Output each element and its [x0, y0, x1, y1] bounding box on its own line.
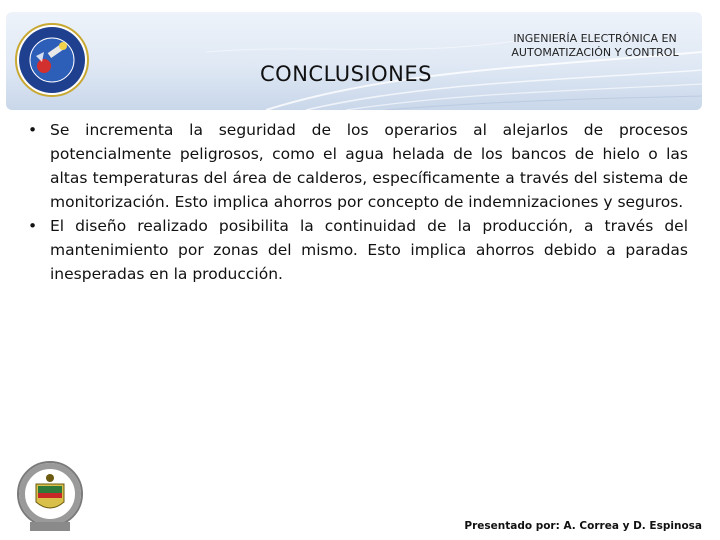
program-line-2: AUTOMATIZACIÓN Y CONTROL — [511, 46, 679, 59]
presenter-credit: Presentado por: A. Correa y D. Espinosa — [464, 520, 702, 532]
conclusions-list — [28, 118, 688, 286]
list-item — [28, 214, 688, 286]
bullet-marker: • — [28, 217, 38, 235]
bullet-marker: • — [28, 121, 38, 139]
list-item-text: Se incrementa la seguridad de los operarios al alejarlos de procesos potencialmente peligrosos, como el agua helada de los bancos de hielo o las altas temperaturas del área de calderos, específicamente a través del sistema de monitorización. Esto implica ahorros por concepto de indemnizaciones y seguros. — [50, 121, 688, 211]
department-seal-icon — [14, 22, 90, 98]
header-banner — [6, 12, 702, 110]
list-item — [28, 118, 688, 214]
list-item-text: El diseño realizado posibilita la continuidad de la producción, a través del mantenimiento por zonas del mismo. Esto implica ahorros debido a paradas inesperadas en la producción. — [50, 217, 688, 283]
page-title: CONCLUSIONES — [260, 62, 432, 86]
header-waves — [6, 12, 702, 110]
program-line-1: INGENIERÍA ELECTRÓNICA EN — [513, 32, 677, 45]
program-name — [490, 32, 700, 60]
university-crest-icon — [16, 460, 84, 536]
